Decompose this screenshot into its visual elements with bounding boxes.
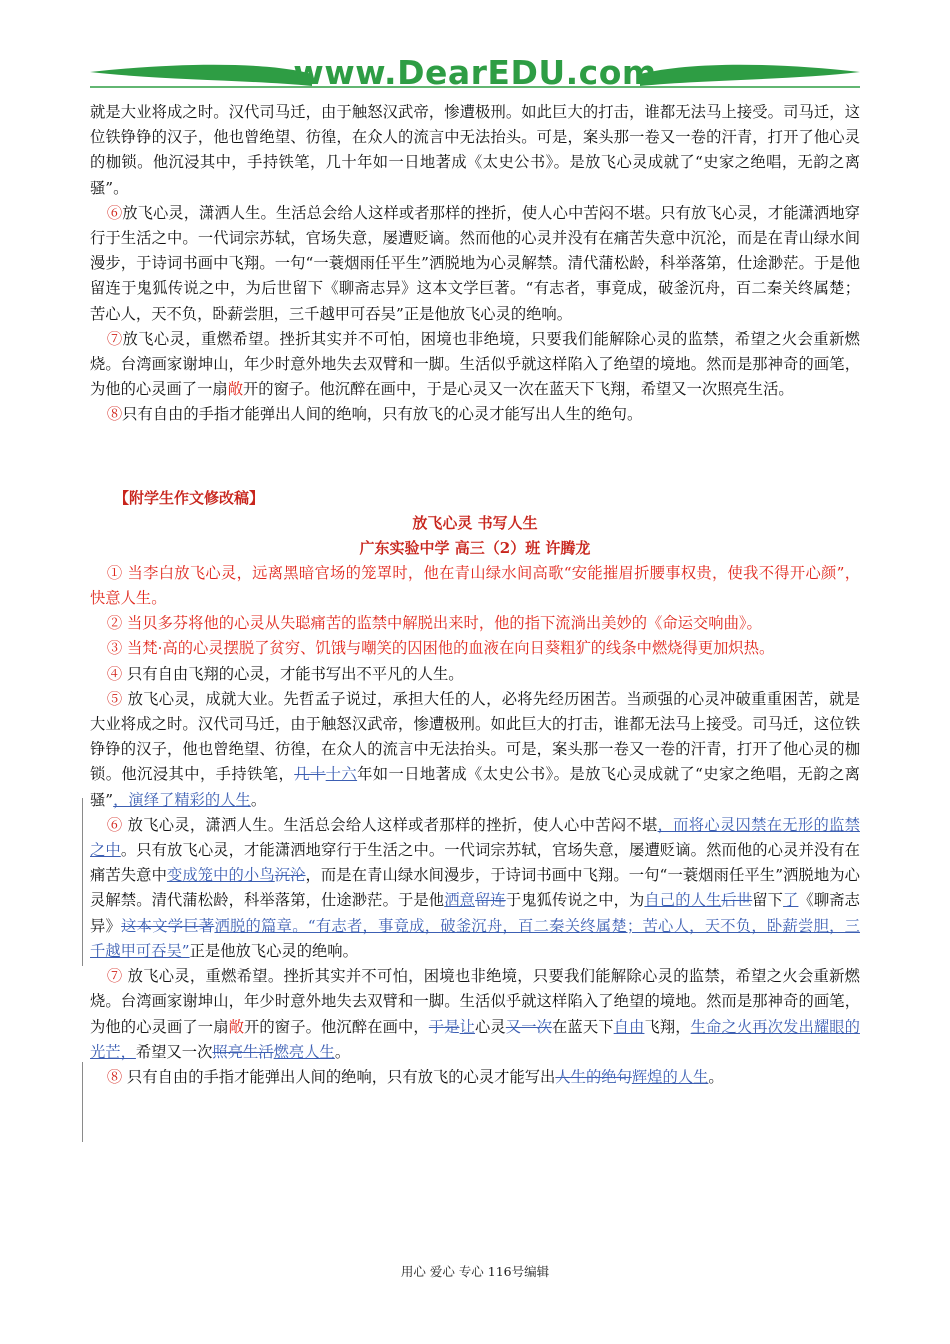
inserted-text: 变成笼中的小鸟: [166, 866, 275, 885]
page-footer: 用心 爱心 专心 116号编辑: [400, 1264, 550, 1279]
paragraph-number: ⑧: [106, 405, 123, 424]
deleted-text: 沉沦: [274, 866, 306, 885]
revised-paragraph-7: ⑦ 放飞心灵，重燃希望。挫折其实并不可怕，困境也非绝境，只要我们能解除心灵的监禁，希望之火会重新燃烧。台湾画家谢坤山，年少时意外地失去双臂和一脚。生活似乎就这样陷入了绝望的境地。然而是那神奇的画笔，为他的心灵画了一扇敞开的窗子。他沉醉在画中，于是让心灵又一次在蓝天下自由飞翔，生命之火再次发出耀眼的光芒，希望又一次照亮生活燃亮人生。: [90, 967, 860, 1061]
site-logo-banner: [0, 0, 950, 100]
revised-essay-title: 放飞心灵 书写人生: [412, 513, 538, 532]
revised-paragraph-1: ① 当李白放飞心灵，远离黑暗官场的笼罩时，他在青山绿水间高歌“安能摧眉折腰事权贵，使我不得开心颜”，快意人生。: [90, 563, 860, 608]
inserted-text: ，演绎了精彩的人生: [113, 790, 251, 809]
inserted-text: 洒脱的篇章: [214, 916, 293, 935]
deleted-text: 后世: [721, 891, 753, 910]
site-header: [0, 0, 950, 100]
document-body: [90, 100, 860, 1090]
revised-paragraph-2: ② 当贝多芬将他的心灵从失聪痛苦的监禁中解脱出来时，他的指下流淌出美妙的《命运交响曲》。: [106, 614, 762, 633]
paragraph-number: ④: [106, 664, 123, 683]
inserted-text: 了: [783, 891, 799, 910]
deleted-text: 又一次: [505, 1017, 553, 1036]
revised-paragraph-6: ⑥ 放飞心灵，潇洒人生。生活总会给人这样或者那样的挫折，使人心中苦闷不堪，而将心灵囚禁在无形的监禁之中。只有放飞心灵，才能潇洒地穿行于生活之中。一代词宗苏轼，官场失意，屡遭贬谪。然而他的心灵并没有在痛苦失意中变成笼中的小鸟沉沦，而是在青山绿水间漫步，于诗词书画中飞翔。一句“一蓑烟雨任平生”洒脱地为心灵解禁。清代蒲松龄，科举落第，仕途渺茫。于是他洒意留连于鬼狐传说之中，为自己的人生后世留下了《聊斋志异》这本文学巨著洒脱的篇章。“有志者，事竟成，破釜沉舟，百二秦关终属楚；苦心人，天不负，卧薪尝胆，三千越甲可吞吴”正是他放飞心灵的绝响。: [90, 815, 860, 960]
deleted-text: 照亮生活: [212, 1042, 274, 1061]
inserted-text: 洒意: [444, 891, 475, 910]
paragraph-number: ⑤: [106, 689, 123, 708]
inserted-text: ，而将心灵囚禁在无形的监禁之中: [90, 815, 860, 860]
inserted-text: 让: [459, 1017, 476, 1036]
inserted-text: 十六: [325, 765, 358, 784]
original-paragraph-6: ⑥放飞心灵，潇洒人生。生活总会给人这样或者那样的挫折，使人心中苦闷不堪。只有放飞心灵，才能潇洒地穿行于生活之中。一代词宗苏轼，官场失意，屡遭贬谪。然而他的心灵并没有在痛苦失意中沉沦，而是在青山绿水间漫步，于诗词书画中飞翔。一句“一蓑烟雨任平生”洒脱地为心灵解禁。清代蒲松龄，科举落第，仕途渺茫。于是他留连于鬼狐传说之中，为后世留下《聊斋志异》这本文学巨著。“有志者，事竟成，破釜沉舟，百二秦关终属楚；苦心人，天不负，卧薪尝胆，三千越甲可吞吴”正是他放飞心灵的绝响。: [90, 203, 860, 323]
paragraph-number: ⑦: [106, 967, 123, 986]
revision-bar: [82, 1062, 83, 1142]
original-paragraph-5-tail: 就是大业将成之时。汉代司马迁，由于触怒汉武帝，惨遭极刑。如此巨大的打击，谁都无法马上接受。司马迁，这位铁铮铮的汉子，他也曾绝望、彷徨，在众人的流言中无法抬头。可是，案头那一卷又一卷的汗青，打开了他心灵的枷锁。他沉浸其中，手持铁笔，几十年如一日地著成《太史公书》。是放飞心灵成就了“史家之绝唱，无韵之离骚”。: [90, 103, 860, 197]
deleted-text: 这本文学巨著: [121, 916, 215, 935]
paragraph-number: ⑦: [106, 329, 123, 348]
revised-essay-byline: 广东实验中学 高三（2）班 许腾龙: [359, 538, 591, 557]
left-swoosh-decoration: [90, 65, 312, 86]
right-swoosh-decoration: [640, 65, 860, 86]
deleted-text: 人生的绝句: [555, 1067, 632, 1086]
revised-paragraph-5: ⑤ 放飞心灵，成就大业。先哲孟子说过，承担大任的人，必将先经历困苦。当顽强的心灵冲破重重困苦，就是大业将成之时。汉代司马迁，由于触怒汉武帝，惨遭极刑。如此巨大的打击，谁都无法马上接受。司马迁，这位铁铮铮的汉子，他也曾绝望、彷徨，在众人的流言中无法抬头。可是，案头那一卷又一卷的汗青，打开了他心灵的枷锁。他沉浸其中，手持铁笔，几十十六年如一日地著成《太史公书》。是放飞心灵成就了“史家之绝唱，无韵之离骚”，演绎了精彩的人生。: [90, 689, 860, 809]
revised-section-label: 【附学生作文修改稿】: [114, 488, 265, 507]
deleted-text: 于是: [428, 1017, 460, 1036]
inserted-text: 生命之火再次发出耀眼的光芒，: [90, 1017, 860, 1061]
inserted-text: 辉煌的人生: [631, 1067, 709, 1086]
inserted-text: 。“有志者，事竟成，破釜沉舟，百二秦关终属楚；苦心人，天不负，卧薪尝胆，三千越甲可吞吴”: [90, 916, 860, 960]
revision-bar: [82, 798, 83, 966]
deleted-text: 几十: [294, 765, 326, 784]
original-paragraph-7: ⑦放飞心灵，重燃希望。挫折其实并不可怕，困境也非绝境，只要我们能解除心灵的监禁，希望之火会重新燃烧。台湾画家谢坤山，年少时意外地失去双臂和一脚。生活似乎就这样陷入了绝望的境地。然而是那神奇的画笔，为他的心灵画了一扇敞开的窗子。他沉醉在画中，于是心灵又一次在蓝天下飞翔，希望又一次照亮生活。: [90, 329, 860, 399]
inserted-text: 自由: [613, 1017, 645, 1036]
paragraph-number: ⑥: [106, 815, 123, 834]
revised-paragraph-4: ④ 只有自由飞翔的心灵，才能书写出不平凡的人生。: [106, 664, 464, 683]
revised-paragraph-3: ③ 当梵·高的心灵摆脱了贫穷、饥饿与嘲笑的囚困他的血液在向日葵粗犷的线条中燃烧得更加炽热。: [106, 639, 775, 658]
inserted-text: 自己的人生: [644, 891, 722, 910]
paragraph-number: ⑥: [106, 203, 123, 222]
site-logo-text: www.DearEDU.com: [293, 53, 657, 92]
original-paragraph-8: ⑧只有自由的手指才能弹出人间的绝响，只有放飞的心灵才能写出人生的绝句。: [106, 405, 643, 424]
paragraph-number: ⑧: [106, 1067, 123, 1086]
inserted-text: 燃亮人生: [273, 1042, 335, 1061]
deleted-text: 留连: [475, 891, 506, 910]
revised-paragraph-8: ⑧ 只有自由的手指才能弹出人间的绝响，只有放飞的心灵才能写出人生的绝句辉煌的人生。: [106, 1067, 724, 1086]
